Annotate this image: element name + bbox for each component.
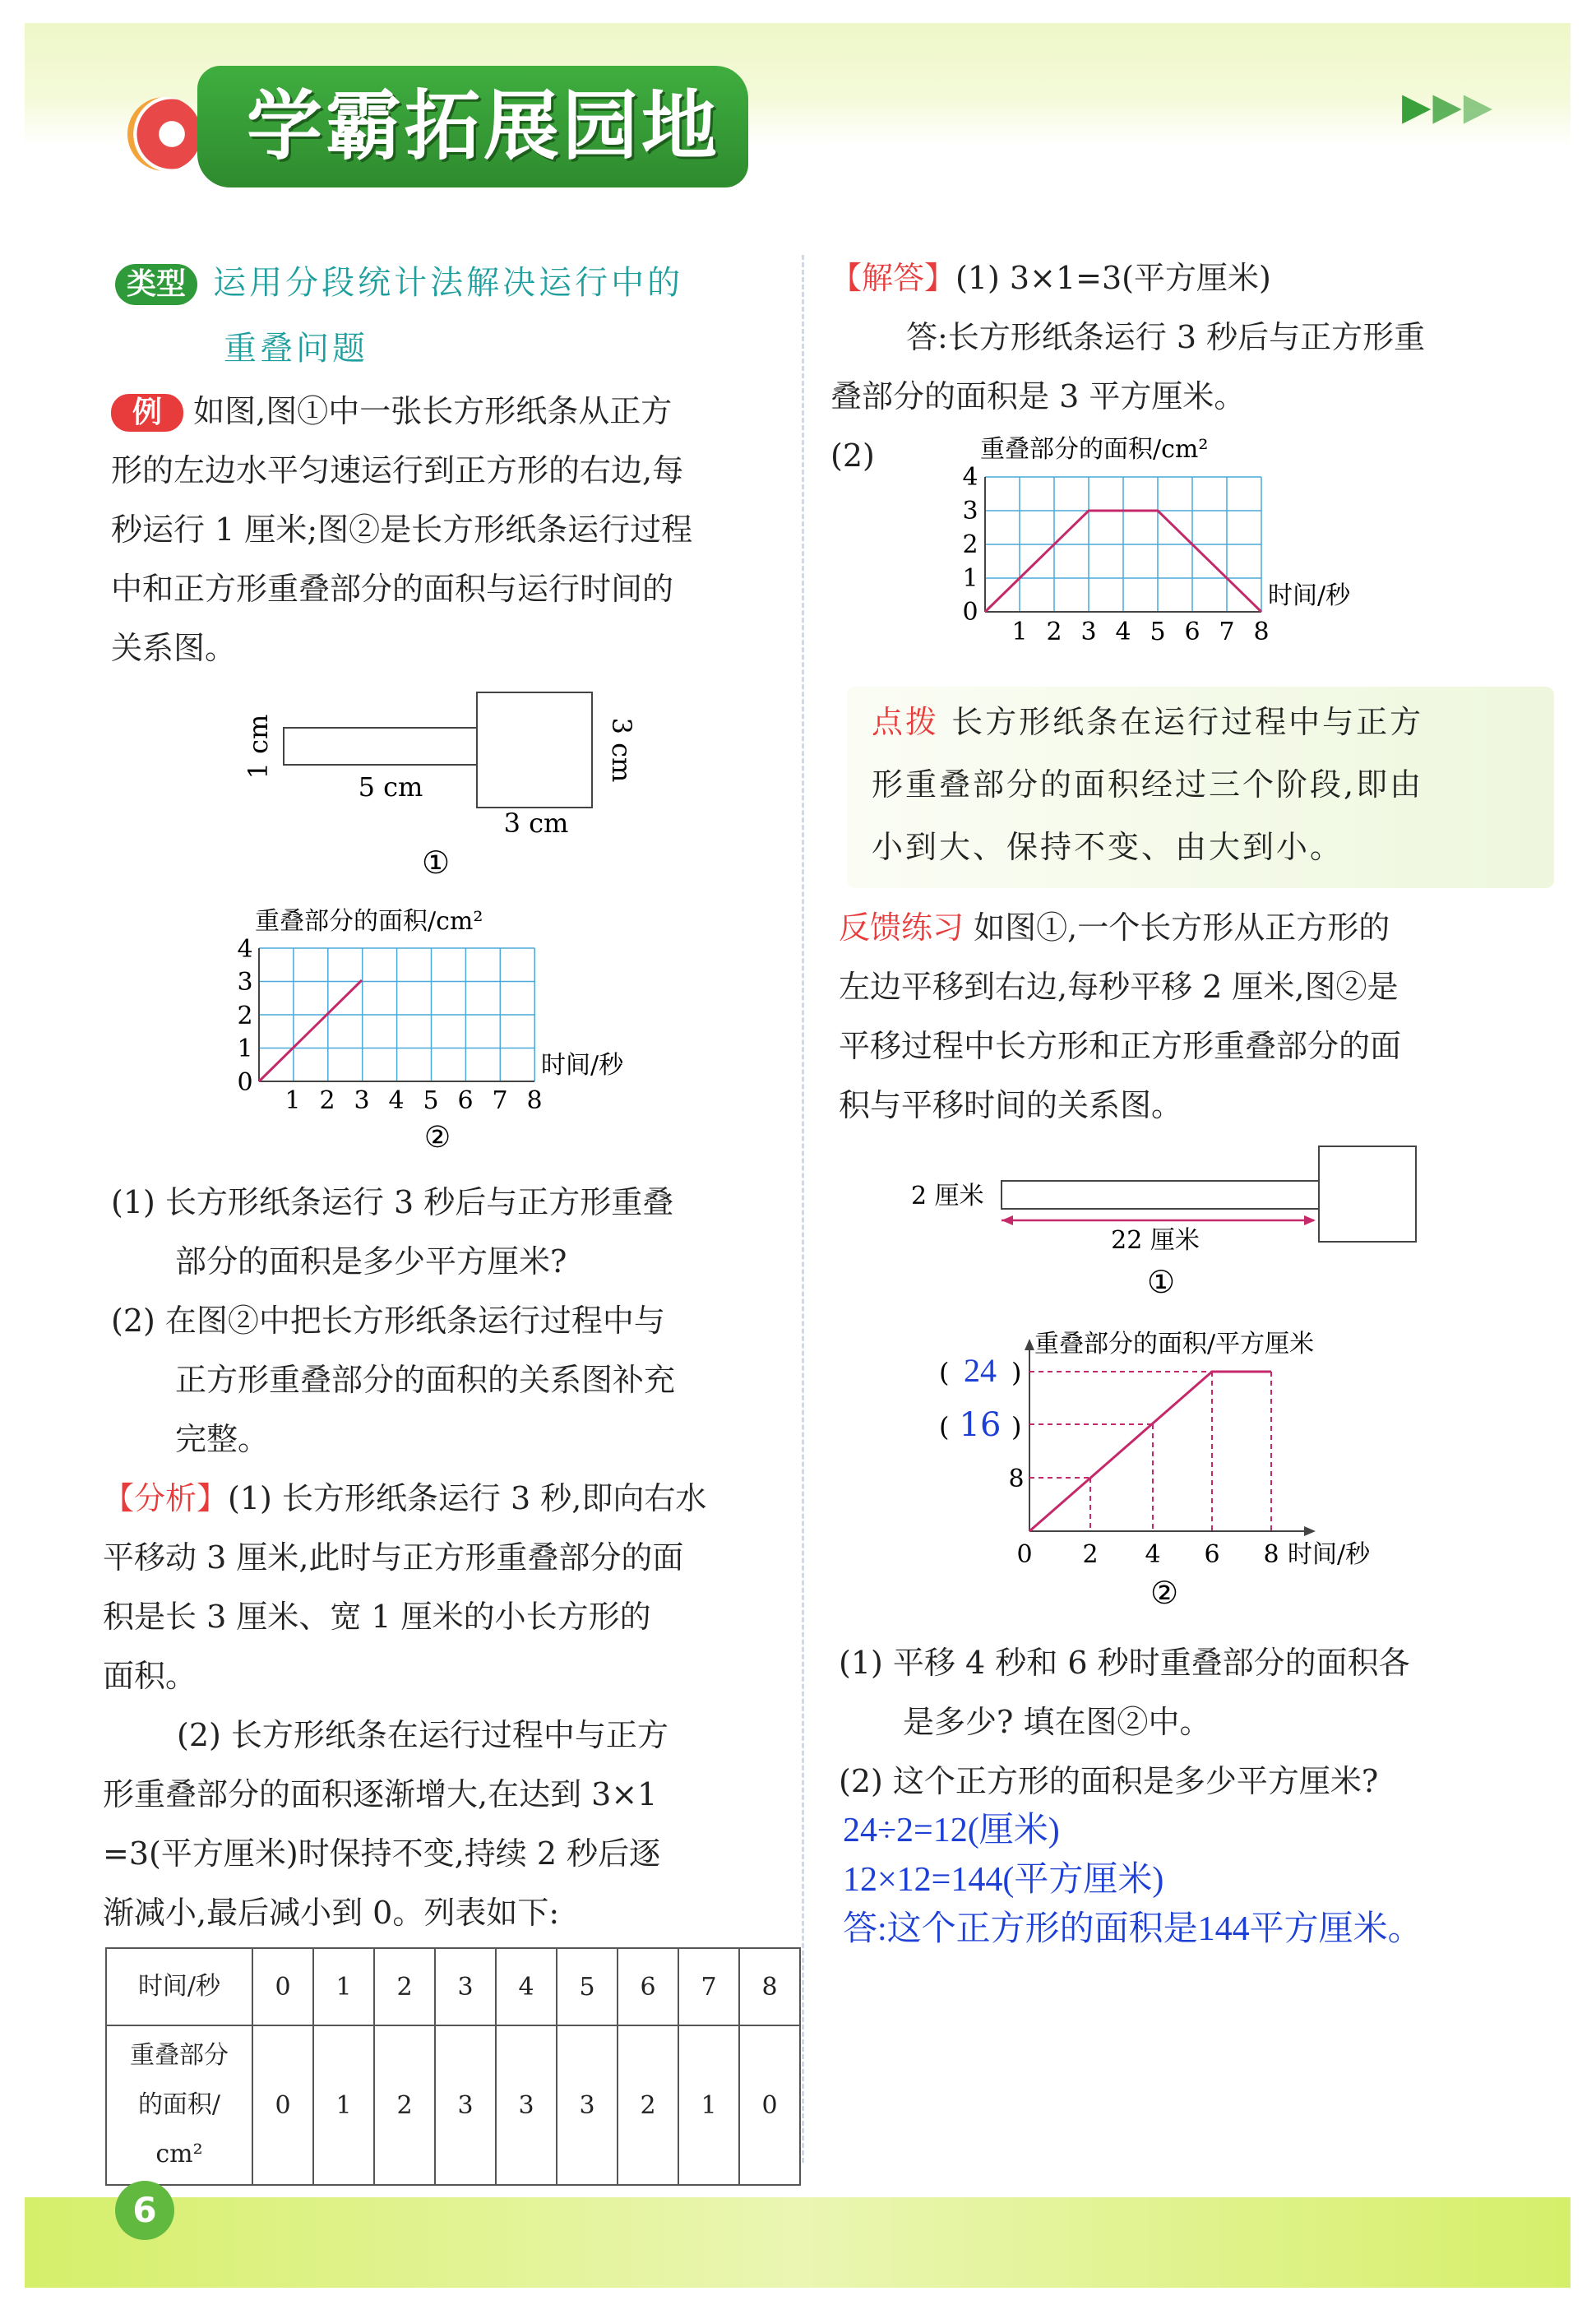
q1-line2: 部分的面积是多少平方厘米?: [175, 1243, 567, 1280]
questions: [111, 1173, 777, 1469]
fig2-xtick: 5: [423, 1086, 439, 1115]
practice-line: 平移过程中长方形和正方形重叠部分的面: [839, 1028, 1402, 1064]
table-cell: 1: [313, 1948, 374, 2025]
y-axis-arrow-icon: [1025, 1339, 1034, 1350]
hand-line: 24÷2=12(厘米): [843, 1812, 1060, 1849]
example-line: 中和正方形重叠部分的面积与运行时间的: [111, 571, 674, 607]
fig3-ytick: 4: [962, 463, 978, 492]
side-label: 3 cm: [606, 717, 637, 783]
example-tag: 例: [111, 394, 183, 432]
fig2-xlabel: 时间/秒: [541, 1051, 624, 1080]
analysis-line: 平移动 3 厘米,此时与正方形重叠部分的面: [103, 1539, 684, 1576]
paren-close: ): [1011, 1411, 1022, 1442]
table-cell: 0: [252, 1948, 313, 2025]
fig2-xtick: 6: [457, 1086, 474, 1115]
fig5-xtick: 0: [1016, 1540, 1033, 1569]
handwritten-answer: [843, 1806, 1423, 1954]
table-cell: 2: [374, 1948, 435, 2025]
practice-line: 积与平移时间的关系图。: [839, 1087, 1183, 1123]
arrow-right-icon: [1304, 1215, 1316, 1225]
fig2-xtick: 7: [492, 1086, 508, 1115]
fig3-xtick: 2: [1046, 618, 1062, 646]
tip-text: [872, 691, 1546, 878]
practice-square-rect: [1319, 1146, 1416, 1242]
answer-tag: 【解答】: [830, 260, 956, 296]
practice-questions: [839, 1633, 1562, 1811]
fig2-caption: ②: [423, 1121, 451, 1155]
table-cell: 1: [678, 2025, 739, 2185]
fig3-xtick: 1: [1011, 618, 1028, 646]
answer-line: (1) 3×1=3(平方厘米): [955, 260, 1271, 296]
fig2-xtick: 4: [388, 1086, 405, 1115]
logo-icon: [127, 97, 201, 171]
fig2-ylabel: 重叠部分的面积/cm²: [255, 907, 483, 936]
type-title-line1: 运用分段统计法解决运行中的: [213, 264, 684, 302]
square-rect: [477, 692, 592, 808]
table-head-line: cm²: [155, 2140, 203, 2168]
height-label: 1 cm: [243, 714, 274, 780]
fig3-ylabel: 重叠部分的面积/cm²: [980, 435, 1209, 464]
table-cell: 2: [618, 2025, 678, 2185]
table-cell: 2: [374, 2025, 435, 2185]
fig3-xtick: 8: [1253, 618, 1270, 646]
figure-2: [222, 896, 666, 1159]
figure-5: [921, 1316, 1447, 1612]
analysis-line: 面积。: [103, 1658, 197, 1694]
figure-3: [946, 428, 1406, 658]
pq1-line1: (1) 平移 4 秒和 6 秒时重叠部分的面积各: [839, 1645, 1410, 1681]
q2-line1: (2) 在图②中把长方形纸条运行过程中与: [111, 1303, 665, 1339]
figure-4: [904, 1135, 1431, 1308]
arrow-right-icon: ▶: [1463, 84, 1495, 128]
x-axis-arrow-icon: [1304, 1526, 1316, 1536]
example-line: 如图,图①中一张长方形纸条从正方: [193, 393, 673, 429]
side-label-bottom: 3 cm: [503, 808, 569, 839]
analysis-line: (2) 长方形纸条在运行过程中与正方: [177, 1717, 668, 1753]
type-title-line2: 重叠问题: [224, 330, 368, 368]
fig4-caption: ①: [1146, 1264, 1176, 1300]
tip-tag: 点拨: [872, 704, 940, 740]
fig2-ytick: 1: [237, 1034, 253, 1063]
fig2-xtick: 3: [354, 1086, 370, 1115]
fig5-series-line: [1029, 1372, 1271, 1531]
data-table: [105, 1947, 801, 2186]
practice-length-label: 22 厘米: [1111, 1226, 1200, 1255]
table-cell: 3: [496, 2025, 557, 2185]
fig5-ytick: 8: [1008, 1465, 1025, 1493]
arrow-right-icon: ▶: [1402, 84, 1433, 128]
table-cell: 3: [557, 2025, 618, 2185]
fig2-series-line: [259, 980, 362, 1081]
tip-line: 长方形纸条在运行过程中与正方: [951, 704, 1424, 740]
fig3-xtick: 6: [1184, 618, 1200, 646]
fig3-ytick: 2: [962, 530, 978, 559]
analysis-tag: 【分析】: [103, 1480, 229, 1516]
tip-line: 形重叠部分的面积经过三个阶段,即由: [872, 766, 1424, 803]
fig5-caption: ②: [1150, 1575, 1179, 1611]
fig2-ytick: 2: [237, 1002, 253, 1030]
fig5-xtick: 2: [1082, 1540, 1099, 1569]
fig2-grid: [259, 948, 534, 1081]
q2-line3: 完整。: [175, 1421, 270, 1457]
answer-16: 16: [959, 1406, 1002, 1444]
answer-line: 叠部分的面积是 3 平方厘米。: [830, 378, 1246, 414]
example-text: [111, 382, 769, 678]
answer-24: 24: [964, 1352, 997, 1389]
table-head-line: 的面积/: [137, 2090, 221, 2119]
fig2-xtick: 2: [319, 1086, 335, 1115]
practice-tag: 反馈练习: [839, 910, 965, 946]
example-line: 秒运行 1 厘米;图②是长方形纸条运行过程: [111, 511, 693, 548]
table-cell: 0: [739, 2025, 800, 2185]
table-cell: 8: [739, 1948, 800, 2025]
fig2-ytick: 3: [237, 968, 253, 997]
fig2-ytick: 0: [237, 1068, 253, 1097]
fig5-guides: [1029, 1372, 1271, 1531]
practice-width-label: 2 厘米: [911, 1182, 984, 1210]
table-cell: 6: [618, 1948, 678, 2025]
strip-rect: [284, 728, 477, 765]
fig5-xtick: 6: [1204, 1540, 1220, 1569]
table-cell: 3: [435, 1948, 496, 2025]
answer-line: 答:长方形纸条运行 3 秒后与正方形重: [906, 319, 1426, 355]
fig3-xtick: 3: [1080, 618, 1097, 646]
paren-close: ): [1011, 1357, 1022, 1388]
fig3-xtick: 7: [1219, 618, 1235, 646]
column-divider: [802, 255, 804, 2163]
page-number: 6: [115, 2181, 174, 2240]
practice: [839, 898, 1562, 1135]
tip-line: 小到大、保持不变、由大到小。: [872, 829, 1344, 865]
paren-open: (: [939, 1357, 950, 1388]
hand-line: 答:这个正方形的面积是144平方厘米。: [843, 1910, 1423, 1948]
analysis: [103, 1469, 777, 1942]
table-cell: 1: [313, 2025, 374, 2185]
footer-band: [25, 2197, 1571, 2288]
fig3-ytick: 0: [962, 598, 978, 627]
analysis-line: 渐减小,最后减小到 0。列表如下:: [103, 1895, 560, 1931]
fig3-ytick: 3: [962, 497, 978, 525]
practice-line: 如图①,一个长方形从正方形的: [974, 910, 1390, 946]
analysis-line: 形重叠部分的面积逐渐增大,在达到 3×1: [103, 1776, 658, 1812]
pq2-line1: (2) 这个正方形的面积是多少平方厘米?: [839, 1763, 1379, 1799]
analysis-line: =3(平方厘米)时保持不变,持续 2 秒后逐: [103, 1835, 661, 1872]
fig5-xtick: 4: [1145, 1540, 1161, 1569]
analysis-line: 积是长 3 厘米、宽 1 厘米的小长方形的: [103, 1599, 651, 1635]
fig3-xtick: 4: [1115, 618, 1131, 646]
data-table-wrap: [105, 1947, 801, 2186]
arrow-left-icon: [1002, 1215, 1013, 1225]
table-row-head: 时间/秒: [106, 1948, 252, 2025]
table-cell: 0: [252, 2025, 313, 2185]
table-row-head: [106, 2025, 252, 2185]
type-tag: 类型: [115, 264, 197, 305]
fig5-xlabel: 时间/秒: [1288, 1540, 1371, 1569]
practice-line: 左边平移到右边,每秒平移 2 厘米,图②是: [839, 969, 1399, 1005]
q2-line2: 正方形重叠部分的面积的关系图补充: [175, 1362, 676, 1398]
hand-line: 12×12=144(平方厘米): [843, 1861, 1164, 1899]
table-cell: 5: [557, 1948, 618, 2025]
q1-line1: (1) 长方形纸条运行 3 秒后与正方形重叠: [111, 1184, 674, 1220]
fig5-xtick: 8: [1263, 1540, 1279, 1569]
type-heading: [115, 257, 683, 305]
figure-1: [238, 683, 666, 888]
fig3-ytick: 1: [962, 564, 978, 593]
table-cell: 7: [678, 1948, 739, 2025]
table-head-line: 重叠部分: [130, 2041, 229, 2070]
paren-open: (: [939, 1411, 950, 1442]
fig2-xtick: 8: [526, 1086, 543, 1115]
fig5-ylabel: 重叠部分的面积/平方厘米: [1034, 1330, 1315, 1358]
analysis-line: (1) 长方形纸条运行 3 秒,即向右水: [228, 1480, 707, 1516]
fig2-xtick: 1: [285, 1086, 301, 1115]
table-cell: 4: [496, 1948, 557, 2025]
fig1-caption: ①: [421, 845, 451, 881]
page-title: 学霸拓展园地: [197, 66, 748, 187]
table-cell: 3: [435, 2025, 496, 2185]
example-line: 关系图。: [111, 630, 237, 666]
fig3-xlabel: 时间/秒: [1268, 581, 1351, 610]
length-label: 5 cm: [358, 771, 423, 803]
fig3-xtick: 5: [1150, 618, 1166, 646]
fig3-grid: [985, 477, 1261, 612]
answer-line: (2): [830, 437, 875, 474]
arrows-icon: [1402, 84, 1494, 128]
pq1-line2: 是多少? 填在图②中。: [903, 1704, 1211, 1740]
example-line: 形的左边水平匀速运行到正方形的右边,每: [111, 452, 684, 488]
fig2-ytick: 4: [237, 935, 253, 964]
arrow-right-icon: ▶: [1432, 84, 1464, 128]
